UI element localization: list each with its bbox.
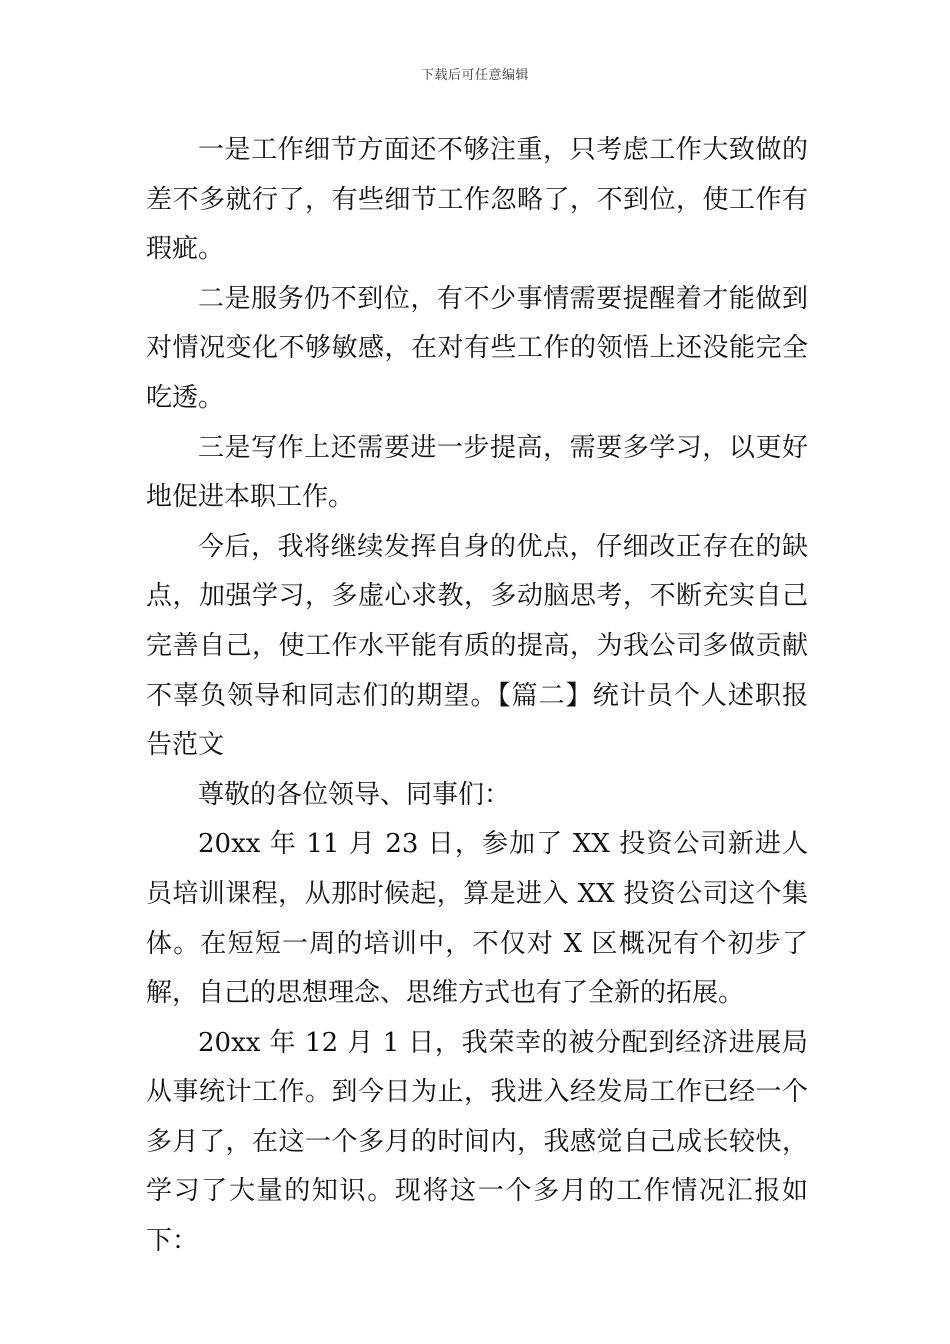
paragraph-assignment: 20xx 年 12 月 1 日，我荣幸的被分配到经济进展局从事统计工作。到今日为止，我进入经发局工作已经一个多月了，在这一个多月的时间内，我感觉自己成长较快，学习了大量的知识。现将这一个多月的工作情况汇报如下：	[146, 1027, 808, 1257]
document-body	[146, 126, 808, 1267]
paragraph-future-plan: 今后，我将继续发挥自身的优点，仔细改正存在的缺点，加强学习，多虚心求教，多动脑思考，不断充实自己完善自己，使工作水平能有质的提高，为我公司多做贡献不辜负领导和同志们的期望。【篇二】统计员个人述职报告范文	[146, 531, 808, 761]
paragraph-shortcoming-service: 二是服务仍不到位，有不少事情需要提醒着才能做到对情况变化不够敏感，在对有些工作的领悟上还没能完全吃透。	[146, 283, 808, 413]
paragraph-shortcoming-writing: 三是写作上还需要进一步提高，需要多学习，以更好地促进本职工作。	[146, 432, 808, 513]
paragraph-salutation: 尊敬的各位领导、同事们：	[198, 779, 511, 810]
page-header: 下载后可任意编辑	[420, 68, 529, 83]
paragraph-training: 20xx 年 11 月 23 日，参加了 XX 投资公司新进人员培训课程，从那时候起，算是进入 XX 投资公司这个集体。在短短一周的培训中，不仅对 X 区概况有个初步了解，自己的思想理念、思维方式也有了全新的拓展。	[146, 829, 808, 1009]
paragraph-shortcoming-details: 一是工作细节方面还不够注重，只考虑工作大致做的差不多就行了，有些细节工作忽略了，不到位，使工作有瑕疵。	[146, 135, 808, 265]
